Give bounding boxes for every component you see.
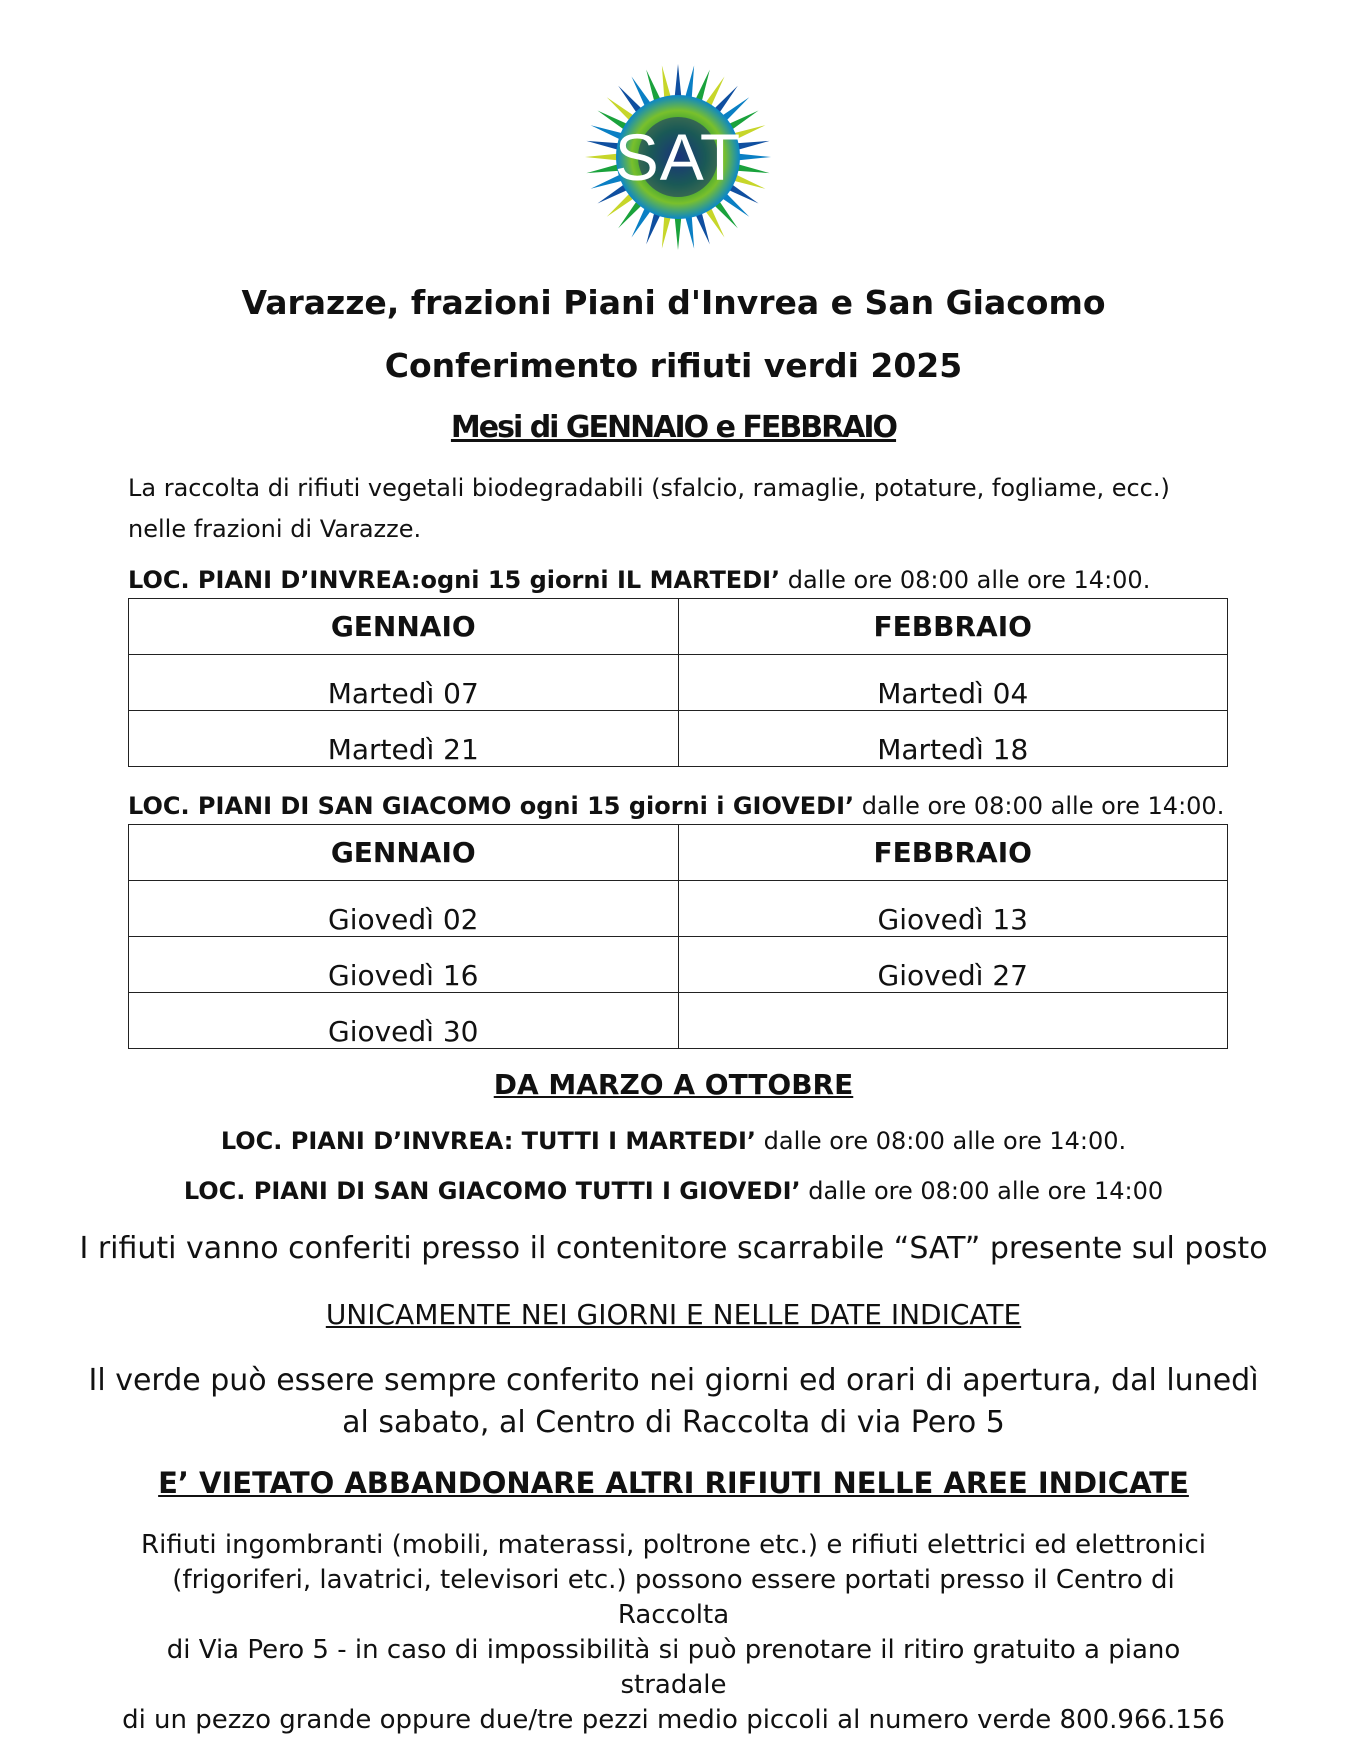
invrea-label-rest: dalle ore 08:00 alle ore 14:00.	[780, 566, 1151, 594]
giacomo-label	[128, 792, 1224, 820]
giacomo-header-gennaio: GENNAIO	[129, 825, 679, 881]
final-line-2: (frigoriferi, lavatrici, televisori etc.) possono essere portati presso il Centro di Raccolta	[172, 1565, 1175, 1630]
marzo-invrea-line	[0, 1127, 1347, 1155]
marzo-giacomo-bold: LOC. PIANI DI SAN GIACOMO TUTTI I GIOVEDI’	[183, 1177, 801, 1205]
verde-line-1: Il verde può essere sempre conferito nei giorni ed orari di apertura, dal lunedì	[88, 1363, 1259, 1398]
invrea-cell: Martedì 04	[678, 655, 1228, 711]
table-row	[129, 711, 1228, 767]
title-location: Varazze, frazioni Piani d'Invrea e San Giacomo	[241, 283, 1106, 322]
marzo-ottobre-heading: DA MARZO A OTTOBRE	[493, 1068, 854, 1101]
dates-only-notice: UNICAMENTE NEI GIORNI E NELLE DATE INDICATE	[325, 1298, 1022, 1331]
marzo-giacomo-rest: dalle ore 08:00 alle ore 14:00	[800, 1177, 1164, 1205]
invrea-cell: Martedì 21	[129, 711, 679, 767]
sat-logo	[583, 62, 773, 252]
prohibition-heading: E’ VIETATO ABBANDONARE ALTRI RIFIUTI NELLE AREE INDICATE	[158, 1466, 1189, 1500]
verde-line-2: al sabato, al Centro di Raccolta di via Pero 5	[342, 1405, 1005, 1440]
giacomo-cell	[678, 993, 1228, 1049]
logo-text: SAT	[614, 120, 742, 194]
invrea-cell: Martedì 18	[678, 711, 1228, 767]
giacomo-cell: Giovedì 27	[678, 937, 1228, 993]
invrea-header-febbraio: FEBBRAIO	[678, 599, 1228, 655]
table-row	[129, 937, 1228, 993]
giacomo-header-febbraio: FEBBRAIO	[678, 825, 1228, 881]
marzo-invrea-rest: dalle ore 08:00 alle ore 14:00.	[756, 1127, 1127, 1155]
giacomo-cell: Giovedì 13	[678, 881, 1228, 937]
final-line-4: di un pezzo grande oppure due/tre pezzi medio piccoli al numero verde 800.966.156	[122, 1705, 1225, 1735]
invrea-label-bold: LOC. PIANI D’INVREA:ogni 15 giorni IL MARTEDI’	[128, 566, 781, 594]
invrea-cell: Martedì 07	[129, 655, 679, 711]
giacomo-table	[128, 824, 1228, 1049]
marzo-invrea-bold: LOC. PIANI D’INVREA: TUTTI I MARTEDI’	[220, 1127, 756, 1155]
bulky-waste-info	[0, 1528, 1347, 1738]
title-months: Mesi di GENNAIO e FEBBRAIO	[450, 410, 897, 445]
title-service: Conferimento rifiuti verdi 2025	[384, 346, 963, 385]
invrea-header-gennaio: GENNAIO	[129, 599, 679, 655]
table-row	[129, 655, 1228, 711]
invrea-table	[128, 598, 1228, 767]
giacomo-cell: Giovedì 30	[129, 993, 679, 1049]
table-row	[129, 881, 1228, 937]
intro-text: La raccolta di rifiuti vegetali biodegradabili (sfalcio, ramaglie, potature, fogliame, ecc.) nelle frazioni di Varazze.	[128, 474, 1170, 543]
verde-info	[0, 1360, 1347, 1444]
marzo-giacomo-line	[0, 1177, 1347, 1205]
giacomo-label-rest: dalle ore 08:00 alle ore 14:00.	[854, 792, 1225, 820]
container-notice: I rifiuti vanno conferiti presso il contenitore scarrabile “SAT” presente sul posto	[79, 1231, 1268, 1266]
giacomo-cell: Giovedì 16	[129, 937, 679, 993]
giacomo-cell: Giovedì 02	[129, 881, 679, 937]
giacomo-label-bold: LOC. PIANI DI SAN GIACOMO ogni 15 giorni i GIOVEDI’	[128, 792, 855, 820]
table-row	[129, 993, 1228, 1049]
final-line-3: di Via Pero 5 - in caso di impossibilità si può prenotare il ritiro gratuito a piano stradale	[166, 1635, 1181, 1700]
final-line-1: Rifiuti ingombranti (mobili, materassi, poltrone etc.) e rifiuti elettrici ed elettronici	[141, 1530, 1206, 1560]
invrea-label	[128, 566, 1150, 594]
